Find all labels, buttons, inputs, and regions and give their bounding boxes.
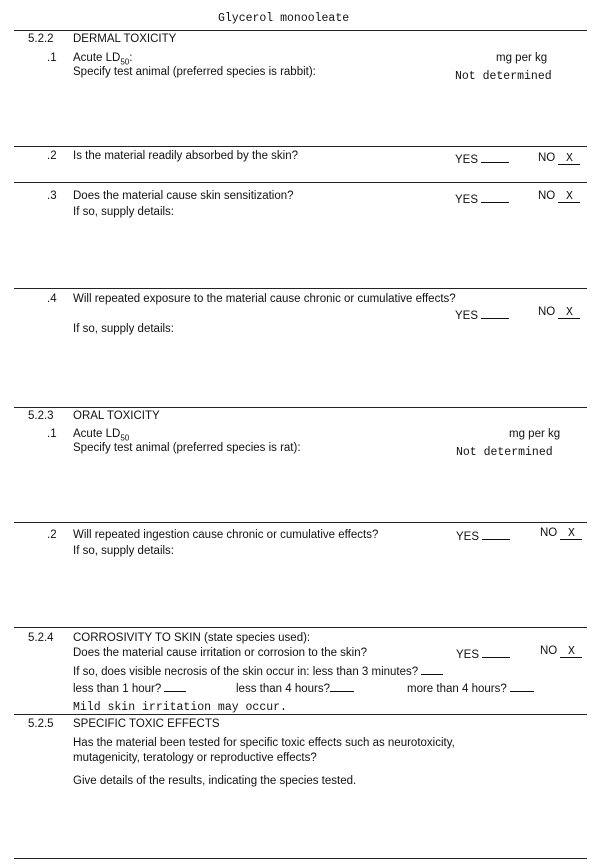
no-field: NO X	[538, 306, 580, 319]
yes-field: YES	[455, 192, 509, 206]
specific-question-line: mutagenicity, teratology or reproductive effects?	[73, 752, 317, 764]
no-field: NO X	[540, 645, 582, 658]
subsection-number: .4	[47, 293, 57, 305]
yes-field: YES	[455, 308, 509, 322]
divider	[14, 146, 587, 147]
subsection-number: .1	[47, 52, 57, 64]
divider	[14, 714, 587, 715]
section-heading-specific: SPECIFIC TOXIC EFFECTS	[73, 718, 220, 730]
subsection-number: .3	[47, 190, 57, 202]
no-field: NO X	[540, 527, 582, 540]
supply-details-label: If so, supply details:	[73, 206, 174, 218]
no-field: NO X	[538, 152, 580, 165]
divider	[14, 858, 587, 859]
supply-details-label: If so, supply details:	[73, 323, 174, 335]
option-more-than-4-hours: more than 4 hours?	[407, 681, 534, 695]
section-heading-oral: ORAL TOXICITY	[73, 410, 160, 422]
yes-field: YES	[456, 529, 510, 543]
divider	[14, 522, 587, 523]
question-chronic-ingestion: Will repeated ingestion cause chronic or cumulative effects?	[73, 529, 379, 541]
section-number: 5.2.2	[28, 33, 54, 45]
subsection-number: .2	[47, 529, 57, 541]
question-chronic-exposure: Will repeated exposure to the material cause chronic or cumulative effects?	[73, 293, 456, 305]
species-prompt: Specify test animal (preferred species is rabbit):	[73, 66, 316, 78]
subsection-number: .1	[47, 428, 57, 440]
document-title: Glycerol monooleate	[218, 12, 350, 25]
question-absorbed: Is the material readily absorbed by the skin?	[73, 150, 299, 162]
section-heading-dermal: DERMAL TOXICITY	[73, 33, 177, 45]
option-less-than-4-hours: less than 4 hours?	[236, 681, 354, 695]
divider	[14, 30, 587, 31]
supply-details-label: If so, supply details:	[73, 545, 174, 557]
yes-field: YES	[455, 152, 509, 166]
acute-ld50-label: Acute $LD_{50}$	[73, 428, 130, 443]
section-heading-corrosivity: CORROSIVITY TO SKIN (state species used):	[73, 632, 311, 644]
specific-question-line: Has the material been tested for specific toxic effects such as neurotoxicity,	[73, 737, 455, 749]
divider	[14, 407, 587, 408]
section-number: 5.2.3	[28, 410, 54, 422]
species-prompt: Specify test animal (preferred species is rat):	[73, 442, 301, 454]
irritation-note: Mild skin irritation may occur.	[73, 701, 287, 714]
section-number: 5.2.4	[28, 632, 54, 644]
subsection-number: .2	[47, 150, 57, 162]
divider	[14, 288, 587, 289]
ld50-value: Not determined	[455, 70, 552, 83]
divider	[14, 182, 587, 183]
question-irritation: Does the material cause irritation or corrosion to the skin?	[73, 647, 368, 659]
yes-field: YES	[456, 647, 510, 661]
acute-ld50-label: Acute $LD_{50}$:	[73, 52, 133, 67]
section-number: 5.2.5	[28, 718, 54, 730]
no-field: NO X	[538, 190, 580, 203]
question-necrosis: If so, does visible necrosis of the skin occur in: less than 3 minutes?	[73, 664, 443, 678]
ld50-value: Not determined	[456, 446, 553, 459]
question-sensitization: Does the material cause skin sensitization?	[73, 190, 294, 202]
specific-details-prompt: Give details of the results, indicating the species tested.	[73, 775, 357, 787]
option-less-than-1-hour: less than 1 hour?	[73, 681, 186, 695]
unit-label: mg per kg	[509, 428, 561, 440]
unit-label: mg per kg	[496, 52, 548, 64]
divider	[14, 627, 587, 628]
